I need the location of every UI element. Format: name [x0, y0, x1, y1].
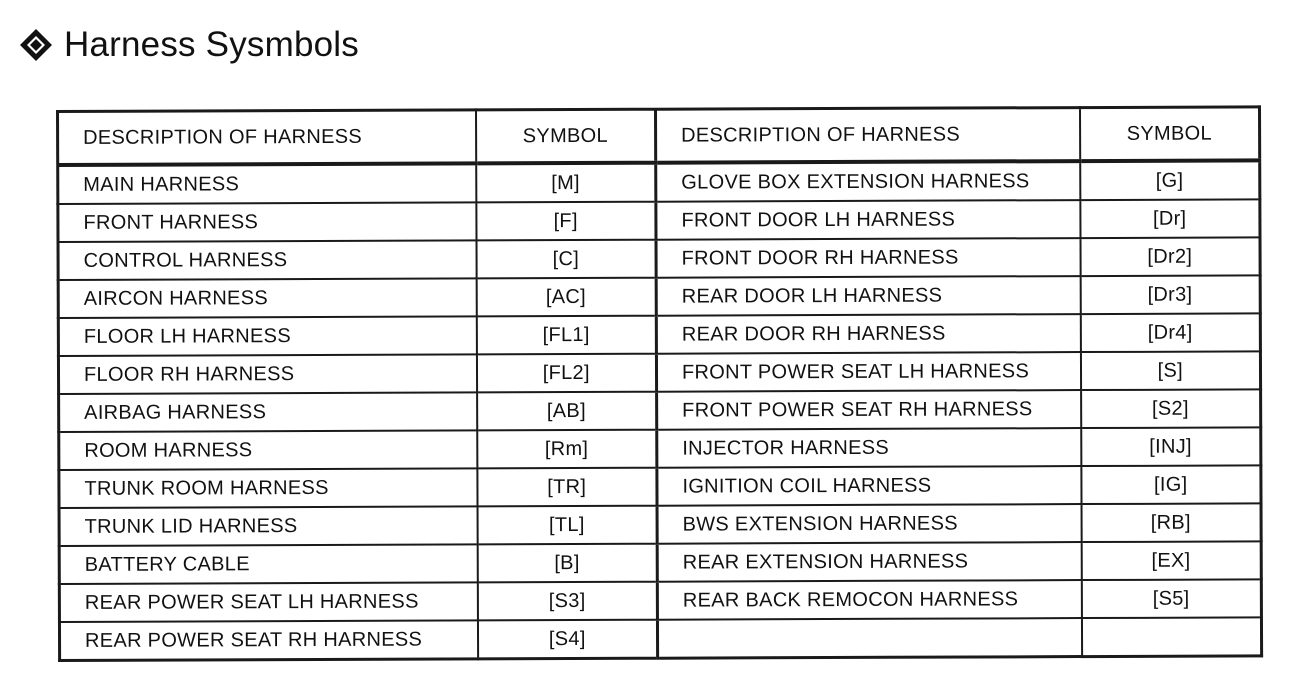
table-row: [58, 199, 1260, 242]
header-symbol-left: SYMBOL: [476, 109, 656, 163]
harness-description-cell: FRONT DOOR LH HARNESS: [656, 200, 1080, 240]
harness-description-cell: MAIN HARNESS: [58, 163, 476, 204]
harness-symbol-cell: [INJ]: [1081, 427, 1261, 466]
table-row: [58, 313, 1260, 356]
harness-description-cell: FRONT POWER SEAT LH HARNESS: [656, 352, 1080, 392]
harness-description-cell: REAR DOOR RH HARNESS: [656, 314, 1080, 354]
harness-description-cell: GLOVE BOX EXTENSION HARNESS: [656, 161, 1080, 202]
harness-description-cell: AIRCON HARNESS: [58, 278, 476, 318]
harness-description-cell: FRONT HARNESS: [58, 202, 476, 242]
harness-description-cell: IGNITION COIL HARNESS: [657, 466, 1081, 506]
table-body: [58, 160, 1262, 660]
harness-description-cell: FRONT DOOR RH HARNESS: [656, 238, 1080, 278]
harness-description-cell: CONTROL HARNESS: [58, 240, 476, 280]
harness-symbol-cell: [TL]: [477, 506, 657, 545]
harness-symbol-cell: [FL2]: [476, 354, 656, 393]
harness-symbol-cell: [1081, 617, 1261, 656]
table-row: [58, 275, 1260, 318]
harness-description-cell: REAR EXTENSION HARNESS: [657, 542, 1081, 582]
header-symbol-right: SYMBOL: [1079, 107, 1259, 161]
table-row: [59, 579, 1261, 622]
harness-symbol-cell: [S]: [1080, 351, 1260, 390]
harness-symbol-cell: [AC]: [476, 278, 656, 317]
table-row: [58, 160, 1260, 204]
harness-symbol-cell: [G]: [1080, 160, 1260, 200]
harness-symbol-cell: [Rm]: [477, 430, 657, 469]
table-row: [59, 465, 1261, 508]
harness-description-cell: REAR POWER SEAT LH HARNESS: [59, 582, 477, 622]
harness-symbol-cell: [Dr]: [1080, 199, 1260, 238]
harness-symbol-cell: [S2]: [1081, 389, 1261, 428]
harness-description-cell: FLOOR RH HARNESS: [58, 354, 476, 394]
harness-symbol-cell: [Dr3]: [1080, 275, 1260, 314]
table-header-row: [58, 107, 1260, 165]
harness-description-cell: TRUNK LID HARNESS: [59, 506, 477, 546]
harness-symbol-cell: [M]: [476, 163, 656, 203]
harness-symbol-cell: [TR]: [477, 468, 657, 507]
harness-description-cell: FRONT POWER SEAT RH HARNESS: [657, 390, 1081, 430]
harness-symbol-cell: [IG]: [1081, 465, 1261, 504]
harness-symbol-cell: [S4]: [477, 620, 657, 659]
title-row: [18, 22, 359, 68]
harness-symbol-cell: [RB]: [1081, 503, 1261, 542]
harness-description-cell: AIRBAG HARNESS: [59, 392, 477, 432]
table-row: [58, 237, 1260, 280]
harness-symbol-cell: [AB]: [477, 392, 657, 431]
harness-description-cell: BATTERY CABLE: [59, 544, 477, 584]
harness-description-cell: ROOM HARNESS: [59, 430, 477, 470]
harness-description-cell: REAR DOOR LH HARNESS: [656, 276, 1080, 316]
table-row: [59, 389, 1261, 432]
harness-symbols-table: [56, 105, 1263, 662]
harness-description-cell: FLOOR LH HARNESS: [58, 316, 476, 356]
harness-description-cell: INJECTOR HARNESS: [657, 428, 1081, 468]
harness-symbol-cell: [S3]: [477, 582, 657, 621]
harness-symbol-cell: [S5]: [1081, 579, 1261, 618]
table-row: [59, 503, 1261, 546]
harness-description-cell: TRUNK ROOM HARNESS: [59, 468, 477, 508]
page-title: Harness Sysmbols: [64, 25, 359, 64]
harness-description-cell: [657, 618, 1081, 658]
harness-symbol-cell: [Dr4]: [1080, 313, 1260, 352]
harness-description-cell: REAR BACK REMOCON HARNESS: [657, 580, 1081, 620]
diamond-bullet-icon: [18, 27, 54, 63]
table-row: [58, 351, 1260, 394]
header-description-left: DESCRIPTION OF HARNESS: [58, 110, 476, 165]
table-row: [59, 541, 1261, 584]
harness-description-cell: BWS EXTENSION HARNESS: [657, 504, 1081, 544]
table-row: [59, 427, 1261, 470]
harness-symbol-cell: [Dr2]: [1080, 237, 1260, 276]
harness-symbol-cell: [B]: [477, 544, 657, 583]
harness-symbol-cell: [FL1]: [476, 316, 656, 355]
harness-symbol-cell: [F]: [476, 202, 656, 241]
table-row: [59, 617, 1261, 660]
harness-description-cell: REAR POWER SEAT RH HARNESS: [59, 620, 477, 660]
harness-symbol-cell: [C]: [476, 240, 656, 279]
harness-symbol-cell: [EX]: [1081, 541, 1261, 580]
header-description-right: DESCRIPTION OF HARNESS: [656, 108, 1080, 163]
